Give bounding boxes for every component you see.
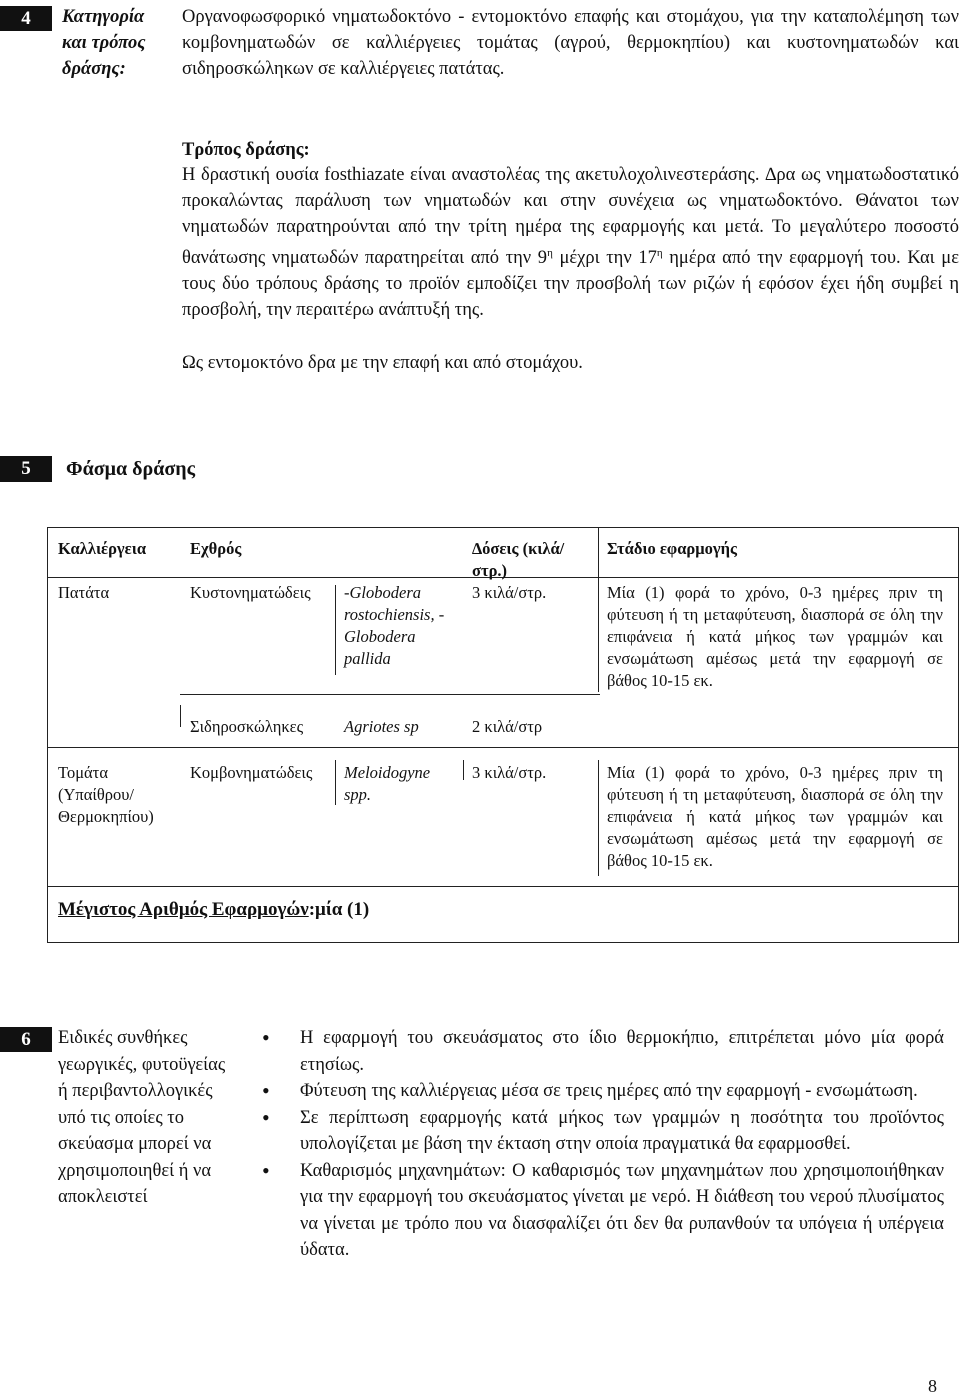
row1-species: -Globodera rostochiensis, -Globodera pallida [344,583,445,668]
table-rule-species-left-3 [335,760,336,805]
row1-enemy: Κυστονηματώδεις [190,583,311,602]
section-6-label: Ειδικές συνθήκες γεωργικές, φυτοϋγείας ή περιβαντολλογικές υπό τις οποίες το σκεύασμα μπορεί να χρησιμοποιηθεί ή να αποκλειστεί [58,1028,226,1207]
header-enemy: Εχθρός [190,539,242,558]
section-4-label: Κατηγορία και τρόπος δράσης: [62,7,146,79]
bullet-item: • Φύτευση της καλλιέργειας μέσα σε τρεις ημέρες από την εφαρμογή - ενσωμάτωση. [262,1078,944,1105]
max-applications [58,897,369,923]
max-applications-value: :μία (1) [308,899,370,920]
mode-text-a: Η δραστική ουσία fosthiazate είναι αναστολέας της ακετυλοχολινεστεράσης. ∆ρα ως νηματωδοστατικό προκαλώντας παράλυση των νηματωδών και στην συνέχεια ως νηματωδοκτόνο. Θάνατοι των νηματωδών παρατηρούνται από την τρίτη ημέρα της εφαρμογής και μετά. Το μεγαλύτερο ποσοστό θανάτωσης νηματωδών παρατηρείται από την 9 [182,165,959,269]
row3-crop: Τομάτα (Υπαίθρου/ Θερμοκηπίου) [58,763,154,826]
section-5-number: 5 [0,456,52,482]
section-6-bullets [262,1025,944,1264]
mode-text-c: ημέρα από την εφαρμογή του. Και με τους δύο τρόπους δράσης το προϊόν εμποδίζει την προσβολή των ριζών ή εφόσον έχει ήδη συμβεί η προσβολή, την περαιτέρω ανάπτυξή της. [182,248,959,321]
row1-stage: Μία (1) φορά το χρόνο, 0-3 ημέρες πριν τη φύτευση ή τη μεταφύτευση, διασπορά σε όλη την επιφάνεια ή κατά μήκος των γραμμών και ενσωμάτωση αμέσως μετά την εφαρμογή σε βάθος 10-15 εκ. [607,583,943,690]
row2-enemy: Σιδηροσκώληκες [190,717,304,736]
mode-of-action-heading: Τρόπος δράσης: [182,140,310,160]
row2-species: Agriotes sp [344,717,419,736]
table-rule-stage-left-3 [598,760,599,876]
row3-enemy: Κομβονηματώδεις [190,763,313,782]
table-rule-stage-left [598,527,599,692]
mode-of-action-paragraph [182,162,959,323]
superscript-2: η [656,247,663,259]
section-4-intro: Οργανοφωσφορικό νηματωδοκτόνο - εντομοκτόνο επαφής και στομάχου, για την καταπολέμηση των κομβονηματωδών σε καλλιέργειες τομάτας (αγρού, θερμοκηπίου) και κυστονηματωδών και σιδηροσκώληκων σε καλλιέργειες πατάτας. [182,7,959,79]
row1-crop: Πατάτα [58,583,110,602]
table-row-rule-4 [47,886,959,887]
bullet-item: • Καθαρισμός μηχανημάτων: Ο καθαρισμός των μηχανημάτων που χρησιμοποιήθηκαν για την εφαρμογή του σκευάσματος γίνεται με νερό. Η διάθεση του νερού πλυσίματος να γίνεται με τρόπο που να διασφαλίζει ότι δεν θα ρυπανθούν τα υπόγεια ή υπέργεια ύδατα. [262,1158,944,1264]
row3-species: Meloidogyne spp. [344,763,431,804]
mode-of-action-insecticide: Ως εντομοκτόνο δρα με την επαφή και από στομάχου. [182,353,583,373]
row2-dose: 2 κιλά/στρ [472,717,543,736]
table-row-rule-2 [180,694,600,695]
page-number: 8 [928,1376,937,1396]
row3-stage: Μία (1) φορά το χρόνο, 0-3 ημέρες πριν τη φύτευση ή τη μεταφύτευση, διασπορά σε όλη την επιφάνεια ή κατά μήκος των γραμμών και ενσωμάτωση αμέσως μετά την εφαρμογή σε βάθος 10-15 εκ. [607,763,943,870]
section-5-title: Φάσμα δράσης [66,458,196,480]
max-applications-label: Μέγιστος Αριθμός Εφαρμογών [58,899,309,920]
section-6-number: 6 [0,1027,52,1052]
superscript-1: η [547,247,553,259]
table-rule-dose-left [463,760,464,780]
header-crop: Καλλιέργεια [58,539,147,558]
table-rule-crop-left [180,705,181,727]
table-rule-species-left [335,585,336,675]
header-dose: ∆όσεις (κιλά/στρ.) [472,539,565,580]
header-stage: Στάδιο εφαρμογής [607,539,737,558]
section-4-number: 4 [0,6,52,31]
bullet-item: • Σε περίπτωση εφαρμογής κατά μήκος των γραμμών η ποσότητα του προϊόντος υπολογίζεται με βάση την έκταση στην οποία πραγματικά θα εφαρμοσθεί. [262,1105,944,1158]
mode-text-b: μέχρι την 17 [552,248,657,269]
bullet-item: • Η εφαρμογή του σκευάσματος στο ίδιο θερμοκήπιο, επιτρέπεται μόνο μία φορά ετησίως. [262,1025,944,1078]
row3-dose: 3 κιλά/στρ. [472,763,547,782]
row1-dose: 3 κιλά/στρ. [472,583,547,602]
table-row-rule-3 [47,747,959,748]
